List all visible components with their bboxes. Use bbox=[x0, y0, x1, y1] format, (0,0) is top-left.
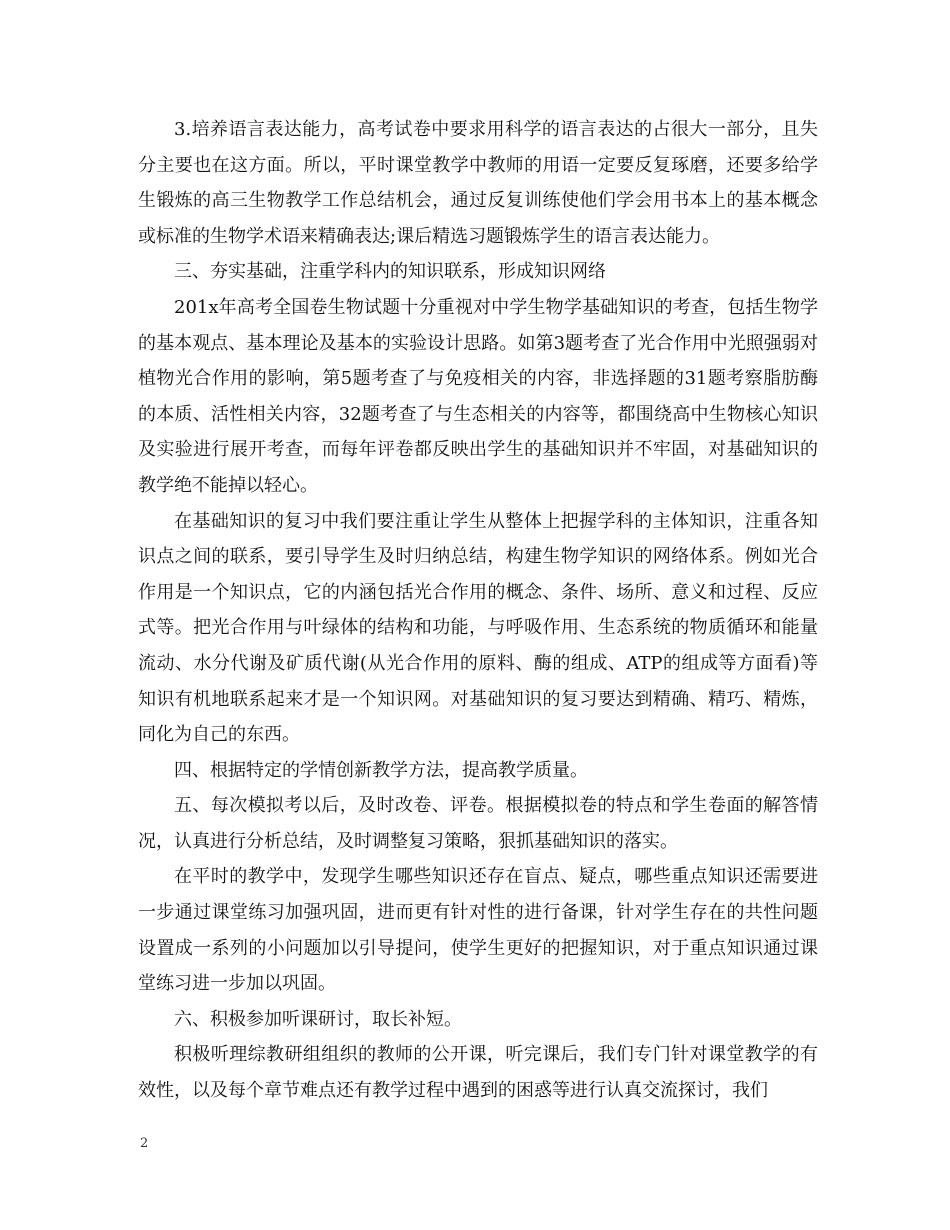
paragraph-daily-teaching: 在平时的教学中，发现学生哪些知识还存在盲点、疑点，哪些重点知识还需要进一步通过课堂练习加强巩固，进而更有针对性的进行备课，针对学生存在的共性问题设置成一系列的小问题加以引导提问，使学生更好的把握知识，对于重点知识通过课堂练习进一步加以巩固。 bbox=[138, 866, 818, 995]
heading-section-three: 三、夯实基础，注重学科内的知识联系，形成知识网络 bbox=[174, 261, 606, 283]
heading-section-five: 五、每次模拟考以后，及时改卷、评卷。根据模拟卷的特点和学生卷面的解答情况，认真进行分析总结，及时调整复习策略，狠抓基础知识的落实。 bbox=[138, 795, 818, 852]
heading-section-four: 四、根据特定的学情创新教学方法，提高教学质量。 bbox=[174, 759, 588, 781]
paragraph-knowledge-network: 在基础知识的复习中我们要注重让学生从整体上把握学科的主体知识，注重各知识点之间的联系，要引导学生及时归纳总结，构建生物学知识的网络体系。例如光合作用是一个知识点，它的内涵包括光合作用的概念、条件、场所、意义和过程、反应式等。把光合作用与叶绿体的结构和功能，与呼吸作用、生态系统的物质循环和能量流动、水分代谢及矿质代谢(从光合作用的原料、酶的组成、ATP的组成等方面看)等知识有机地联系起来才是一个知识网。对基础知识的复习要达到精确、精巧、精炼，同化为自己的东西。 bbox=[138, 510, 818, 746]
paragraph-lesson-observation: 积极听理综教研组组织的教师的公开课，听完课后，我们专门针对课堂教学的有效性，以及每个章节难点还有教学过程中遇到的困惑等进行认真交流探讨，我们 bbox=[138, 1044, 818, 1102]
paragraph-exam-analysis: 201x年高考全国卷生物试题十分重视对中学生物学基础知识的考查，包括生物学的基本观点、基本理论及基本的实验设计思路。如第3题考查了光合作用中光照强弱对植物光合作用的影响，第5题考查了与免疫相关的内容，非选择题的31题考察脂肪酶的本质、活性相关内容，32题考查了与生态相关的内容等，都围绕高中生物核心知识及实验进行展开考查，而每年评卷都反映出学生的基础知识并不牢固，对基础知识的教学绝不能掉以轻心。 bbox=[138, 296, 818, 496]
document-body bbox=[138, 112, 818, 1109]
paragraph-language-expression: 3.培养语言表达能力，高考试卷中要求用科学的语言表达的占很大一部分，且失分主要也在这方面。所以，平时课堂教学中教师的用语一定要反复琢磨，还要多给学生锻炼的高三生物教学工作总结机会，通过反复训练使他们学会用书本上的基本概念或标准的生物学术语来精确表达;课后精选习题锻炼学生的语言表达能力。 bbox=[138, 119, 818, 247]
heading-section-six: 六、积极参加听课研讨，取长补短。 bbox=[174, 1008, 462, 1030]
page-number: 2 bbox=[140, 1136, 149, 1151]
